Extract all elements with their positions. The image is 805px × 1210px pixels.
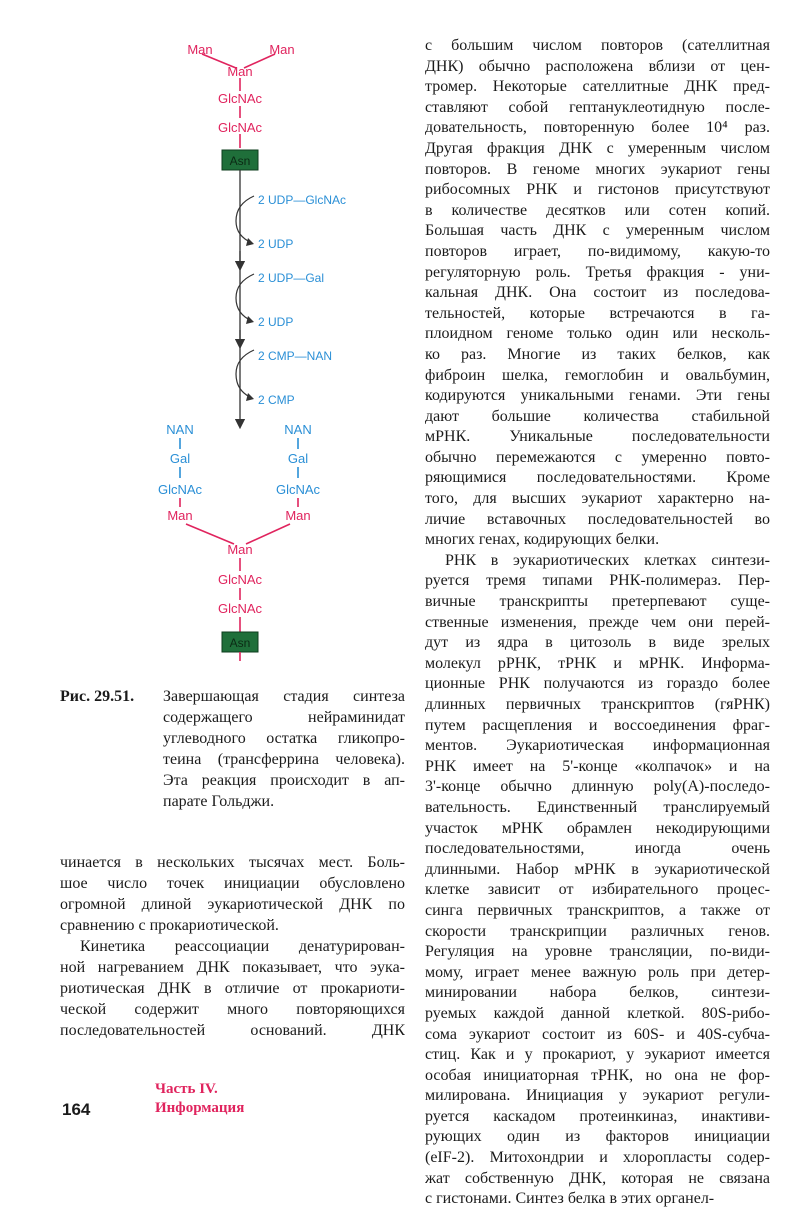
text-line: последовательностей оснований. ДНК (60, 1022, 405, 1039)
step-1-input: 2 UDP—GlcNAc (258, 193, 347, 207)
text-line: руемых каждой данной клеткой. 80S-рибо- (425, 1004, 770, 1022)
text-line: стиц. Как и у прокариот, у эукариот имеется (425, 1046, 770, 1064)
text-line: скорости транскрипции различных генов. (425, 922, 770, 940)
part-number: Часть IV. (155, 1081, 218, 1097)
caption-text (163, 686, 405, 812)
step-3-input: 2 CMP—NAN (258, 349, 333, 363)
glcnac-label: GlcNAc (157, 482, 203, 497)
text-line: рующих один из факторов инициации (425, 1128, 770, 1146)
glcnac-label: GlcNAc (217, 91, 263, 106)
text-line: с гистонами. Синтез белка в этих органел- (425, 1190, 715, 1208)
man-label: Man (227, 542, 253, 557)
caption-line: Эта реакция происходит в ап- (163, 772, 405, 789)
text-line: тельностей, которые встречаются в га- (425, 304, 770, 322)
caption-number: Рис. 29.51. (60, 688, 135, 705)
glcnac-label: GlcNAc (217, 601, 263, 616)
text-line: (eIF-2). Митохондрии и хлоропласты содер- (425, 1149, 770, 1167)
glycan-synthesis-diagram (140, 36, 380, 661)
nan-label: NAN (284, 422, 312, 437)
figure-caption (60, 686, 405, 812)
text-line: ментов. Эукариотическая информационная (425, 737, 770, 755)
text-line: регуляторную роль. Третья фракция - уни- (425, 263, 770, 281)
left-column-text (60, 852, 405, 1041)
text-line: ционные РНК получаются из гораздо более (425, 675, 770, 693)
text-line: в количестве десятков или сотен копий. (425, 201, 770, 219)
bond-line (186, 524, 234, 544)
curved-arrow (236, 274, 254, 321)
text-line: шое число точек инициации обусловлено (60, 875, 405, 892)
man-label: Man (269, 42, 295, 57)
step-3-output: 2 CMP (258, 393, 295, 407)
text-line: ственные изменения, прежде чем они перей- (425, 613, 770, 631)
text-line: молекул рРНК, тРНК и мРНК. Информа- (425, 654, 770, 672)
glcnac-label: GlcNAc (275, 482, 321, 497)
text-line: с большим числом повторов (сателлитная (425, 37, 770, 54)
text-line: руется каскадом протеинкиназ, инактиви- (425, 1107, 770, 1125)
right-column-text (425, 36, 770, 1210)
text-line: кодируются уникальными генами. Эти гены (425, 387, 770, 405)
text-line: ческой содержит много повторяющихся (60, 1001, 405, 1018)
text-line: многих генах, кодирующих белки. (425, 531, 660, 549)
caption-line: парате Гольджи. (163, 793, 275, 810)
text-line: участок мРНК обрамлен некодирующими (425, 819, 770, 837)
text-line: фиброин шелка, гемоглобин и овальбумин, (425, 366, 770, 384)
text-line: ко раз. Многие из таких белков, как (425, 345, 770, 363)
text-line: рибосомных РНК и гистонов присутствуют (425, 181, 770, 199)
text-line: милирована. Инициация у эукариот регули- (425, 1087, 770, 1105)
figure-29-51 (140, 36, 380, 661)
text-line: ставляют собой гептануклеотидную после- (425, 98, 770, 116)
bond-line (246, 524, 290, 544)
text-line: мому, играет менее важную роль при детер- (425, 963, 770, 981)
text-line: огромной длиной эукариотической ДНК по (60, 896, 405, 913)
text-line: 3'-конце обычно длинную poly(A)-последо- (425, 778, 770, 796)
text-line: путем расщепления и воссоединения фраг- (425, 716, 770, 734)
man-label: Man (187, 42, 213, 57)
text-line: риотическая ДНК в отличие от прокариоти- (60, 980, 405, 997)
glcnac-label: GlcNAc (217, 120, 263, 135)
part-title: Информация (155, 1100, 245, 1116)
page-number: 164 (62, 1100, 91, 1119)
step-2-output: 2 UDP (258, 315, 294, 329)
text-line: плоидном геноме только один или несколь- (425, 325, 770, 343)
part-label (155, 1080, 244, 1118)
text-line: РНК имеет на 5'-конце «колпачок» и на (425, 757, 770, 775)
nan-label: NAN (166, 422, 194, 437)
caption-line: Завершающая стадия синтеза (163, 688, 405, 705)
text-line: последовательностями, иногда очень (425, 840, 770, 858)
text-line: руется тремя типами РНК-полимераз. Пер- (425, 572, 770, 590)
gal-label: Gal (287, 451, 309, 466)
caption-line: теина (трансферрина человека). (163, 751, 405, 768)
text-line: РНК в эукариотических клетках синтези- (445, 551, 770, 569)
text-line: ДНК) обычно расположена вблизи от цен- (425, 57, 770, 75)
text-line: вичные транскрипты претерпевают суще- (425, 593, 770, 611)
text-line: мРНК. Уникальные последовательности (425, 428, 770, 446)
curved-arrow (236, 350, 254, 398)
curved-arrow (236, 196, 254, 243)
text-line: повторов. В геноме многих эукариот гены (425, 160, 770, 178)
text-line: Другая фракция ДНК с умеренным числом (425, 139, 770, 157)
man-label: Man (227, 64, 253, 79)
text-line: Кинетика реассоциации денатурирован- (80, 938, 405, 955)
text-line: того, для высших эукариот характерно на- (425, 490, 770, 508)
text-line: Регуляция на уровне трансляции, по-види- (425, 943, 770, 961)
text-line: дут из ядра в цитозоль в виде зрелых (425, 634, 770, 652)
text-line: довательность, повторенную более 10⁴ раз. (425, 119, 770, 137)
arrowhead (246, 238, 254, 246)
arrowhead (246, 393, 254, 401)
text-line: дают большие количества стабильной (425, 407, 770, 425)
man-label: Man (285, 508, 311, 523)
text-line: длинных первичных транскриптов (гяРНК) (425, 696, 770, 713)
text-line: клетке зависит от избирательного процес- (425, 881, 770, 899)
step-2-input: 2 UDP—Gal (258, 271, 325, 285)
arrowhead (246, 316, 254, 324)
text-line: повторов играет, по-видимому, какую-то (425, 242, 770, 260)
text-line: сравнению с прокариотической. (60, 917, 279, 934)
text-line: ряющимися последовательностями. Кроме (425, 469, 770, 487)
text-line: личие вставочных последовательностей во (425, 510, 770, 528)
text-line: жат собственную ДНК, которая не связана (425, 1169, 770, 1187)
asn-label: Asn (229, 636, 251, 650)
text-line: длинными. Набор мРНК в эукариотической (425, 860, 770, 878)
text-line: кальная ДНК. Она состоит из последова- (425, 284, 770, 302)
text-line: чинается в нескольких тысячах мест. Боль- (60, 854, 405, 871)
text-line: тромер. Некоторые сателлитные ДНК пред- (425, 78, 770, 96)
caption-line: углеводного остатка гликопро- (163, 730, 405, 747)
text-line: особая инициаторная тРНК, но она не фор- (425, 1066, 770, 1084)
text-line: минировании набора белков, синтези- (425, 984, 770, 1002)
glcnac-label: GlcNAc (217, 572, 263, 587)
text-line: сома эукариот состоит из 60S- и 40S-субча- (425, 1025, 770, 1043)
caption-line: содержащего нейраминидат (163, 709, 405, 726)
text-line: обычно перемежаются с умеренно повто- (425, 448, 770, 466)
asn-label: Asn (229, 154, 251, 168)
text-line: Большая часть ДНК с умеренным числом (425, 222, 770, 240)
text-line: вательность. Единственный транслируемый (425, 798, 770, 816)
man-label: Man (167, 508, 193, 523)
text-line: синга первичных транскриптов, а также от (425, 901, 770, 919)
gal-label: Gal (169, 451, 191, 466)
text-line: ной нагреванием ДНК показывает, что эука- (60, 959, 405, 976)
step-1-output: 2 UDP (258, 237, 294, 251)
